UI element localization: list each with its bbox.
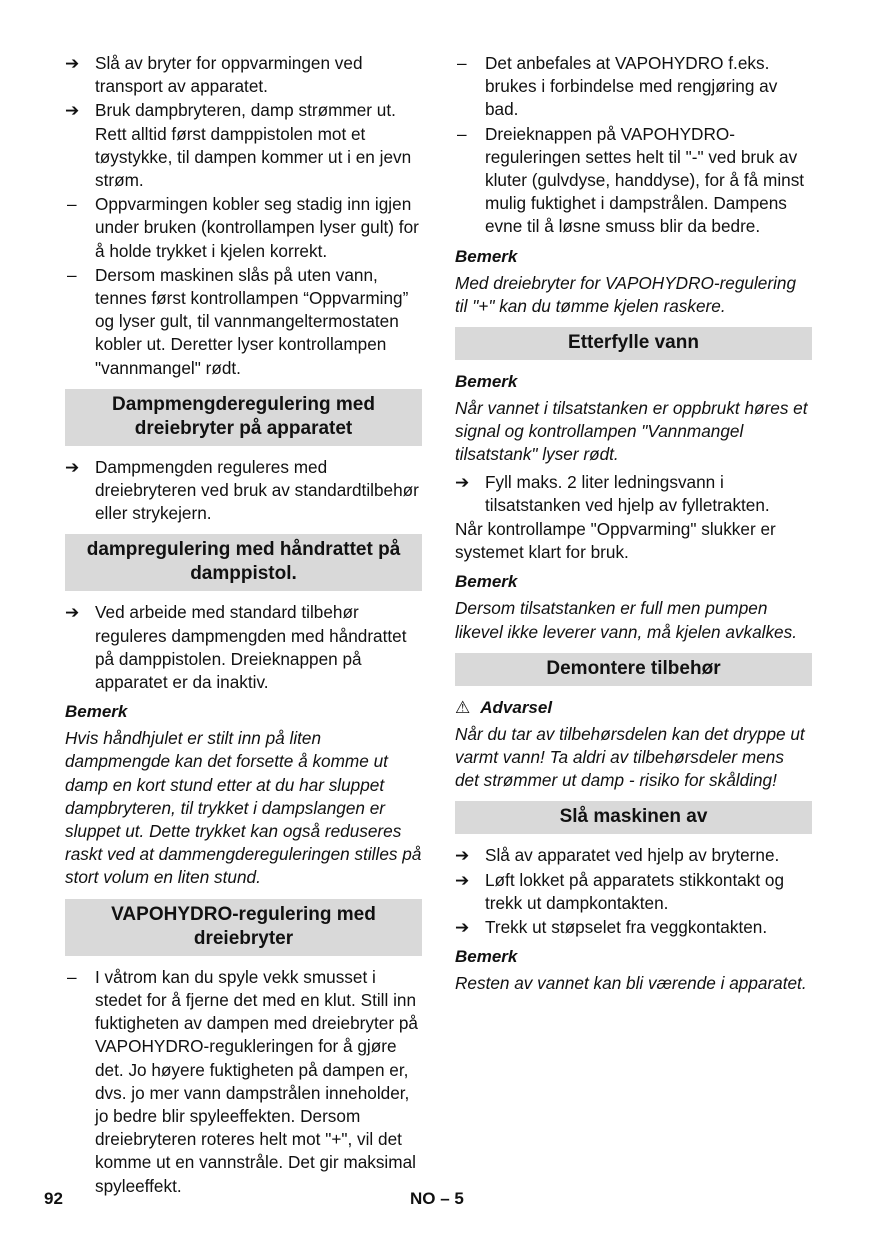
list-item bbox=[455, 123, 812, 239]
dash-icon: – bbox=[67, 966, 77, 987]
section-heading: dampregulering med håndrattet på damppistol. bbox=[65, 534, 422, 591]
arrow-icon: ➔ bbox=[65, 101, 80, 121]
list-item bbox=[455, 916, 812, 939]
right-column bbox=[455, 52, 812, 999]
warning-label bbox=[455, 696, 812, 719]
list-item bbox=[455, 52, 812, 122]
arrow-icon: ➔ bbox=[65, 457, 80, 477]
page-number: 92 bbox=[44, 1189, 63, 1208]
list-item bbox=[65, 264, 422, 380]
section-heading: Slå maskinen av bbox=[455, 801, 812, 834]
left-column bbox=[65, 52, 422, 1199]
note-label: Bemerk bbox=[455, 947, 518, 967]
list-item-text: Dreieknappen på VAPOHYDRO-reguleringen settes helt til "-" ved bruk av kluter (gulvdyse, handdyse), for å få minst mulig fuktighet i dampstrålen. Dampens evne til å løsne smuss blir da bedre. bbox=[485, 123, 805, 237]
note-label: Bemerk bbox=[455, 246, 518, 266]
warning-text: Når du tar av tilbehørsdelen kan det dryppe ut varmt vann! Ta aldri av tilbehørsdeler mens det strømmer ut damp - risiko for skålding! bbox=[455, 723, 805, 791]
list-item bbox=[65, 193, 422, 263]
warning-label-text: Advarsel bbox=[480, 697, 553, 717]
list-item bbox=[65, 52, 422, 98]
note-text: Dersom tilsatstanken er full men pumpen likevel ikke leverer vann, må kjelen avkalkes. bbox=[455, 598, 797, 642]
list-item-text: Oppvarmingen kobler seg stadig inn igjen under bruken (kontrollampen lyser gult) for å holde trykket i kjelen korrekt. bbox=[95, 194, 419, 261]
list-item-text: I våtrom kan du spyle vekk smusset i stedet for å fjerne det med en klut. Still inn fuktigheten av dampen med dreiebryter på VAPOHYDRO-regukleringen for å gjøre det. Jo høyere fuktigheten på dampen er, dvs. jo mer vann dampstrålen inneholder, jo bedre blir spyleeffekten. Dersom dreiebryteren roteres helt mot "+", vil det komme ut en vannstråle. Det gir maksimal spyleeffekt. bbox=[95, 966, 418, 1196]
arrow-icon: ➔ bbox=[455, 918, 470, 938]
list-item bbox=[455, 471, 812, 517]
note-text: Med dreiebryter for VAPOHYDRO-regulering til "+" kan du tømme kjelen raskere. bbox=[455, 272, 797, 316]
section-heading: Etterfylle vann bbox=[455, 327, 812, 360]
list-item-text: Fyll maks. 2 liter ledningsvann i tilsatstanken ved hjelp av fylletrakten. bbox=[485, 471, 770, 515]
arrow-icon: ➔ bbox=[455, 870, 470, 890]
list-item-text: Trekk ut støpselet fra veggkontakten. bbox=[485, 917, 768, 938]
list-item-text: Dampmengden reguleres med dreiebryteren ved bruk av standardtilbehør eller strykejern. bbox=[95, 456, 419, 524]
list-item bbox=[65, 966, 422, 1198]
note-label: Bemerk bbox=[65, 702, 128, 722]
dash-icon: – bbox=[67, 264, 77, 285]
note-label: Bemerk bbox=[455, 372, 518, 392]
left-intro-list bbox=[65, 52, 422, 380]
note-text: Når vannet i tilsatstanken er oppbrukt høres et signal og kontrollampen "Vannmangel tilsatstank" lyser rødt. bbox=[455, 398, 808, 465]
list-item bbox=[65, 456, 422, 526]
list-item bbox=[455, 844, 812, 867]
list-item-text: Slå av apparatet ved hjelp av bryterne. bbox=[485, 845, 780, 866]
section-heading: VAPOHYDRO-regulering med dreiebryter bbox=[65, 899, 422, 956]
note-text: Resten av vannet kan bli værende i apparatet. bbox=[455, 973, 807, 994]
note-text: Hvis håndhjulet er stilt inn på liten dampmengde kan det forsette å komme ut damp en kort stund etter at du har sluppet dampbryteren, til trykket i dampslangen er sluppet ut. Dette trykket kan også reduseres raskt ved at dammengdereguleringen stilles på stort volum en liten stund. bbox=[65, 728, 422, 888]
dash-icon: – bbox=[67, 194, 77, 215]
arrow-icon: ➔ bbox=[65, 603, 80, 623]
warning-icon: ⚠ bbox=[455, 697, 471, 717]
arrow-icon: ➔ bbox=[455, 846, 470, 866]
list-item-text: Bruk dampbryteren, damp strømmer ut. Rett alltid først damppistolen mot et tøystykke, til dampen kommer ut i en jevn strøm. bbox=[95, 100, 412, 191]
list-item-text: Slå av bryter for oppvarmingen ved transport av apparatet. bbox=[95, 53, 363, 97]
section-heading: Dampmengderegulering med dreiebryter på apparatet bbox=[65, 389, 422, 446]
list-item-text: Ved arbeide med standard tilbehør reguleres dampmengden med håndrattet på damppistolen. Dreieknappen på apparatet er da inaktiv. bbox=[95, 602, 407, 693]
body-text: Når kontrollampe "Oppvarming" slukker er systemet klart for bruk. bbox=[455, 519, 776, 563]
list-item-text: Dersom maskinen slås på uten vann, tennes først kontrollampen “Oppvarming” og lyser gult, til vannmangeltermostaten kobler ut. Deretter lyser kontrollampen "vannmangel" rødt. bbox=[95, 264, 409, 378]
note-label: Bemerk bbox=[455, 572, 518, 592]
list-item-text: Det anbefales at VAPOHYDRO f.eks. brukes i forbindelse med rengjøring av bad. bbox=[485, 53, 778, 120]
language-page-label: NO – 5 bbox=[410, 1189, 464, 1208]
list-item bbox=[455, 869, 812, 915]
arrow-icon: ➔ bbox=[455, 472, 470, 492]
list-item bbox=[65, 601, 422, 694]
list-item bbox=[65, 99, 422, 192]
list-item-text: Løft lokket på apparatets stikkontakt og trekk ut dampkontakten. bbox=[485, 869, 785, 913]
dash-icon: – bbox=[457, 53, 467, 73]
arrow-icon: ➔ bbox=[65, 54, 80, 73]
section-heading: Demontere tilbehør bbox=[455, 653, 812, 686]
dash-icon: – bbox=[457, 123, 467, 144]
